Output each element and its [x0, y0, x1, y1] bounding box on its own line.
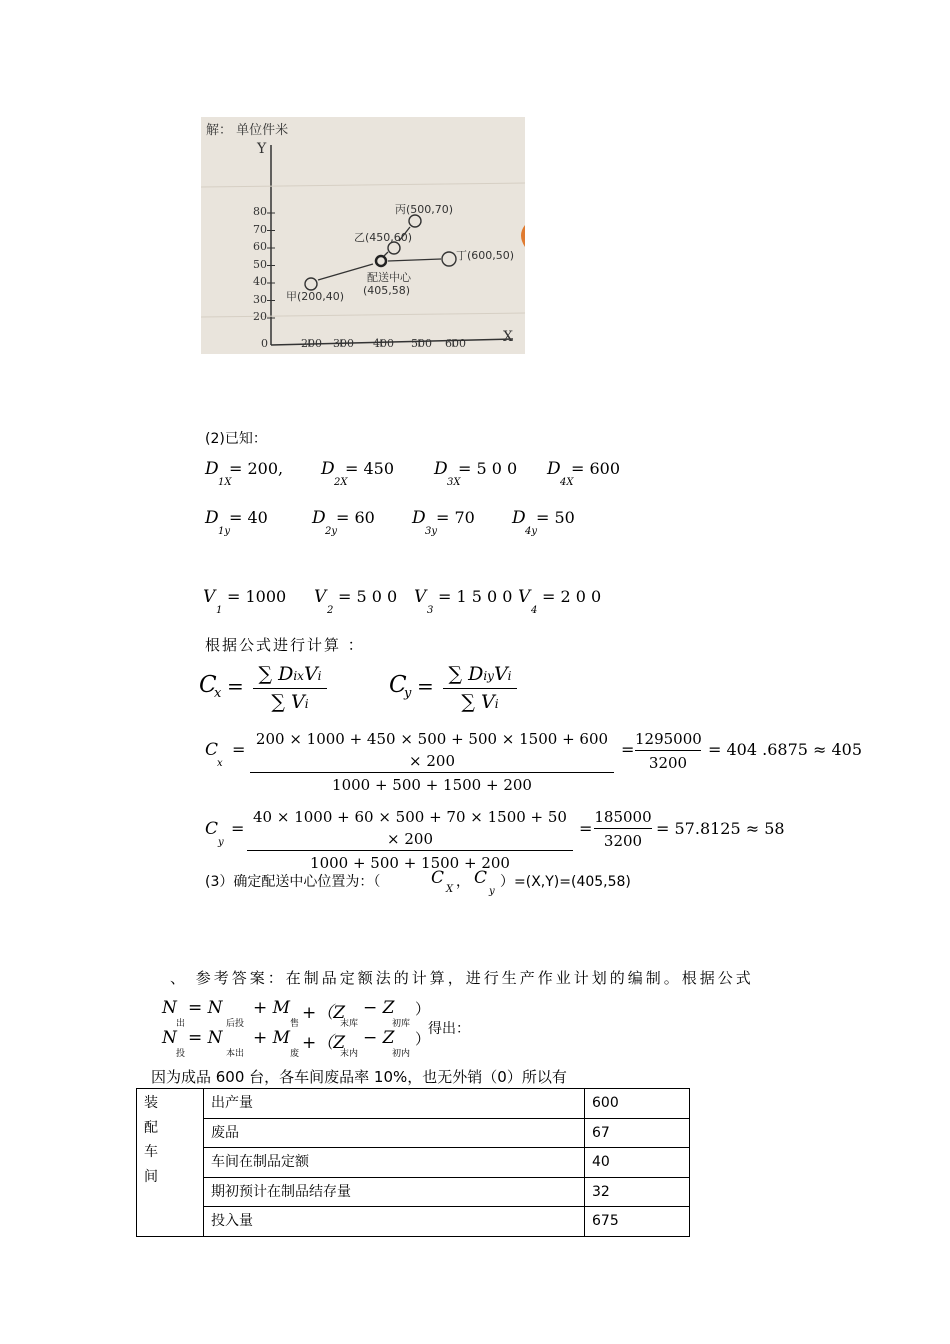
table-row: [137, 1148, 690, 1178]
x-tick-label: 200: [301, 337, 322, 350]
table-row: [137, 1207, 690, 1237]
workshop-char: 配: [144, 1119, 158, 1136]
sketch-header: 解： 单位件米: [206, 123, 289, 138]
item-cell: 期初预计在制品结存量: [204, 1177, 585, 1207]
value-cell: 32: [585, 1177, 690, 1207]
wip-table: [136, 1088, 690, 1237]
value-cell: 600: [585, 1089, 690, 1119]
y-tick-label: 70: [253, 222, 267, 236]
section2-heading: (2)已知：: [205, 431, 267, 447]
workshop-char: 间: [144, 1168, 158, 1185]
item-cell: 车间在制品定额: [204, 1148, 585, 1178]
value-cell: 675: [585, 1207, 690, 1237]
formula-cy: C y = ∑ DiyVi ∑ Vi: [389, 662, 529, 716]
y-tick-label: 60: [253, 240, 267, 253]
because-text: 因为成品 600 台，各车间废品率 10%，也无外销（0）所以有: [151, 1068, 567, 1086]
point-ding-marker: [442, 252, 456, 266]
value-cell: 40: [585, 1148, 690, 1178]
item-cell: 投入量: [204, 1207, 585, 1237]
point-bing-label: 丙(500,70): [395, 203, 454, 216]
get-label: 得出：: [428, 1021, 470, 1037]
workshop-char: 车: [144, 1144, 158, 1160]
scanned-sketch: [201, 117, 525, 354]
table-row: [137, 1118, 690, 1148]
item-cell: 出产量: [204, 1089, 585, 1119]
center-coord: (405,58): [363, 284, 411, 297]
arrow-ding: [388, 259, 441, 261]
workshop-cell: [137, 1089, 204, 1237]
workshop-char: 装: [144, 1095, 158, 1111]
answer-text: 、 参考答案：在制品定额法的计算，进行生产作业计划的编制。根据公式: [170, 969, 754, 987]
sketch-x-label: X: [503, 329, 513, 345]
y-tick-label: 20: [253, 310, 267, 323]
formula-cx: C x = ∑ DixVi ∑ Vi: [199, 662, 339, 716]
page-edge-mark: [521, 225, 525, 247]
arrow-jia: [318, 264, 373, 280]
table-row: [137, 1089, 690, 1119]
sketch-y-label: Y: [257, 141, 267, 157]
table-row: [137, 1177, 690, 1207]
y-tick-label: 80: [253, 205, 267, 218]
value-cell: 67: [585, 1118, 690, 1148]
calc-label: 根据公式进行计算 ：: [205, 636, 365, 654]
item-cell: 废品: [204, 1118, 585, 1148]
point-ding-label: 丁(600,50): [456, 249, 515, 262]
y-tick-label: 40: [253, 275, 267, 288]
center-marker: [376, 256, 386, 266]
y-tick-label: 50: [253, 257, 267, 271]
x-tick-label: 0: [261, 337, 268, 350]
x-tick-label: 600: [445, 337, 466, 350]
point-jia-label: 甲(200,40): [286, 290, 345, 303]
arrow-yi: [384, 252, 388, 256]
center-label: 配送中心: [367, 271, 411, 284]
x-tick-label: 500: [411, 337, 432, 350]
x-tick-label: 400: [373, 337, 394, 350]
y-tick-label: 30: [253, 292, 267, 306]
point-yi-label: 乙(450,60): [354, 231, 413, 244]
x-tick-label: 300: [333, 337, 354, 350]
